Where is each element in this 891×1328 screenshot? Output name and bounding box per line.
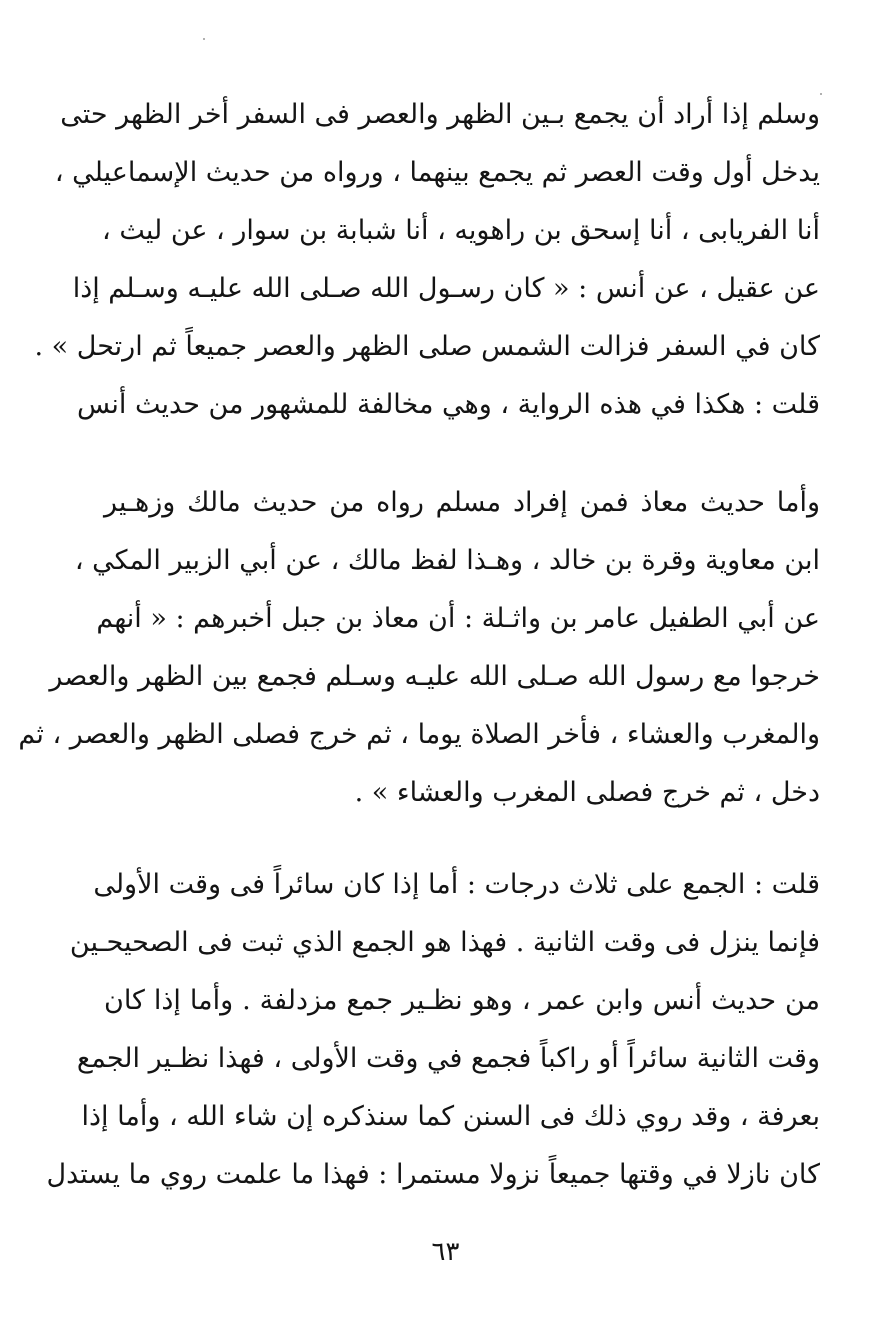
text-line: عن أبي الطفيل عامر بن واثـلة : أن معاذ بن جبل أخبرهم : « أنهم	[96, 603, 820, 634]
text-line: وقت الثانية سائراً أو راكباً فجمع في وقت الأولى ، فهذا نظـير الجمع	[76, 1043, 820, 1074]
text-line: بعرفة ، وقد روي ذلك فى السنن كما سنذكره إن شاء الله ، وأما إذا	[81, 1101, 820, 1132]
text-line: عن عقيل ، عن أنس : « كان رسـول الله صـلى الله عليـه وسـلم إذا	[72, 273, 820, 304]
text-line: من حديث أنس وابن عمر ، وهو نظـير جمع مزدلفة . وأما إذا كان	[104, 985, 821, 1016]
text-line: دخل ، ثم خرج فصلى المغرب والعشاء » .	[354, 777, 820, 808]
paragraph-2	[18, 474, 820, 822]
scan-speck	[203, 38, 205, 40]
text-line: أنا الفريابى ، أنا إسحق بن راهويه ، أنا شبابة بن سوار ، عن ليث ،	[102, 215, 820, 246]
text-line: يدخل أول وقت العصر ثم يجمع بينهما ، ورواه من حديث الإسماعيلي ،	[54, 157, 820, 188]
text-line: فإنما ينزل فى وقت الثانية . فهذا هو الجمع الذي ثبت فى الصحيحـين	[69, 927, 820, 958]
text-line: قلت : الجمع على ثلاث درجات : أما إذا كان سائراً فى وقت الأولى	[93, 869, 820, 900]
text-line: وسلم إذا أراد أن يجمع بـين الظهر والعصر فى السفر أخر الظهر حتى	[60, 99, 820, 130]
text-line: كان نازلا في وقتها جميعاً نزولا مستمرا : فهذا ما علمت روي ما يستدل	[46, 1159, 820, 1190]
scan-speck	[820, 93, 822, 95]
page-number: ٦٣	[431, 1237, 460, 1267]
text-line: خرجوا مع رسول الله صـلى الله عليـه وسـلم فجمع بين الظهر والعصر	[49, 661, 820, 692]
text-line: والمغرب والعشاء ، فأخر الصلاة يوما ، ثم خرج فصلى الظهر والعصر ، ثم	[18, 719, 820, 750]
text-line: وأما حديث معاذ فمن إفراد مسلم رواه من حديث مالك وزهـير	[104, 487, 820, 518]
text-line: ابن معاوية وقرة بن خالد ، وهـذا لفظ مالك ، عن أبي الزبير المكي ،	[74, 545, 820, 576]
text-line: كان في السفر فزالت الشمس صلى الظهر والعصر جميعاً ثم ارتحل » .	[34, 331, 820, 362]
paragraph-1	[34, 86, 820, 434]
paragraph-3	[46, 856, 821, 1204]
text-line: قلت : هكذا في هذه الرواية ، وهي مخالفة للمشهور من حديث أنس	[76, 389, 820, 420]
